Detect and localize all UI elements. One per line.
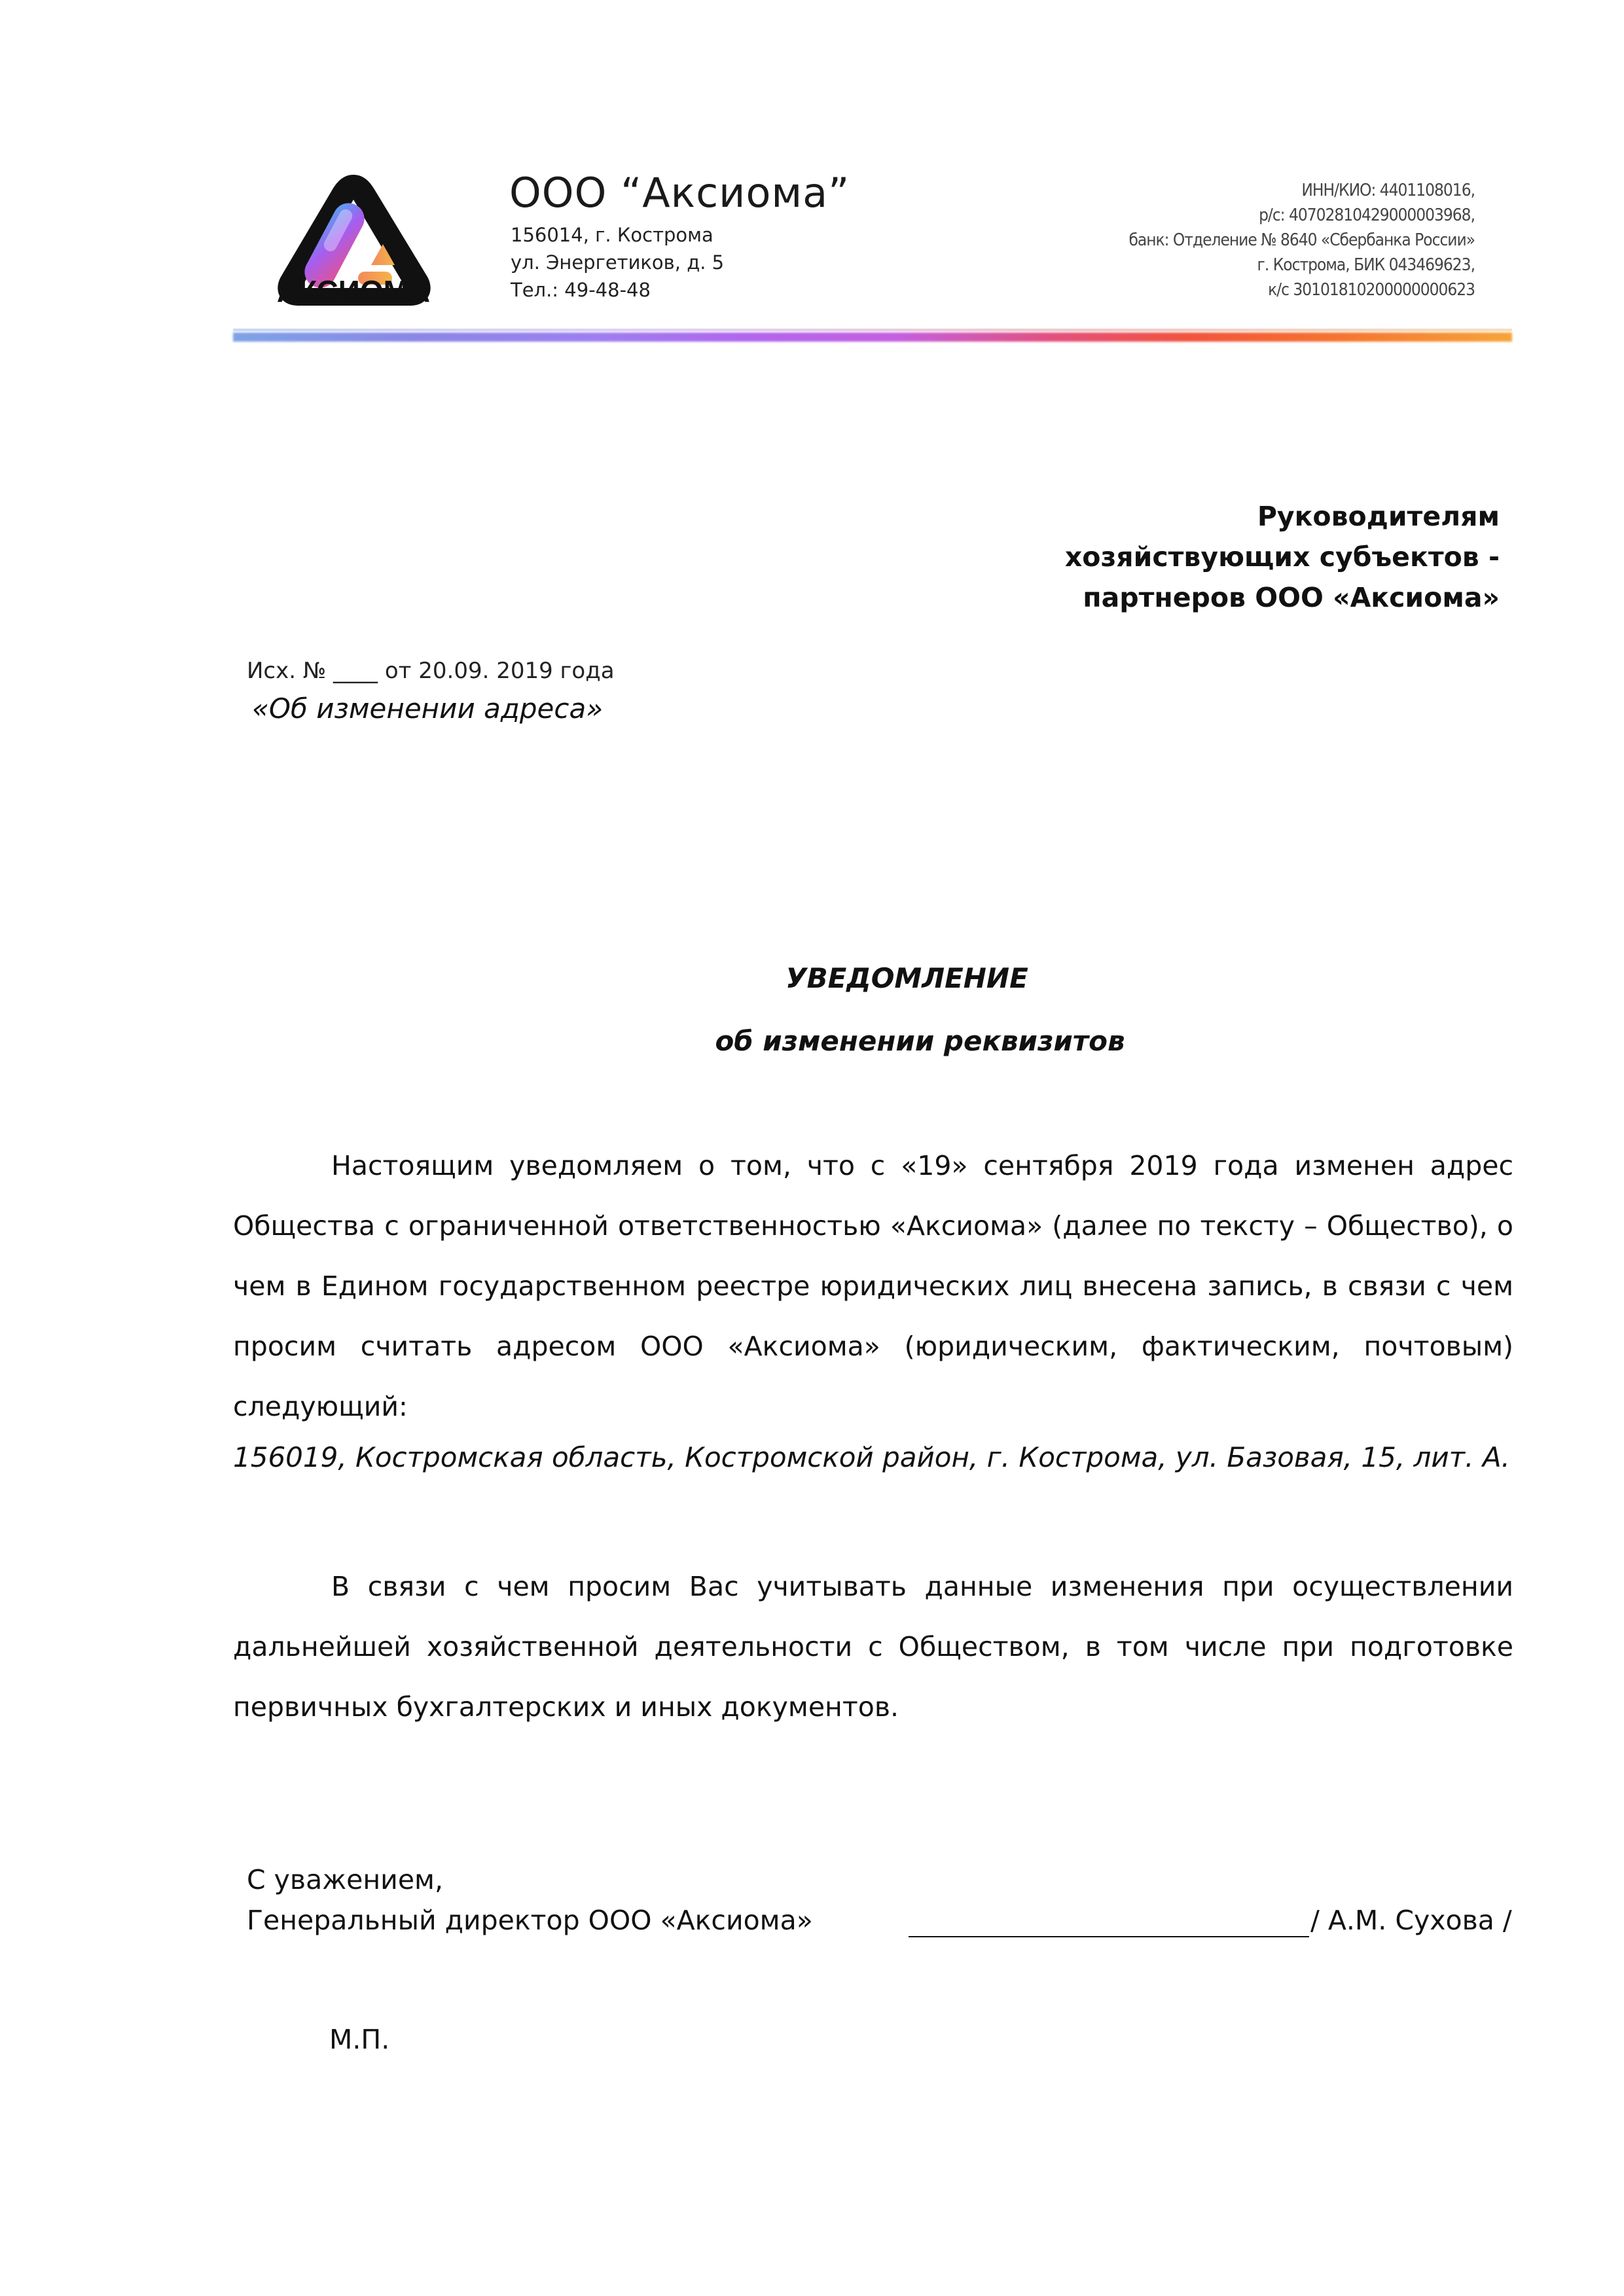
- paragraph-text: Настоящим уведомляем о том, что с «19» сентября 2019 года изменен адрес Общества с ограниченной ответственностью «Аксиома» (далее по тексту – Общество), о чем в Едином государственном реестре юридических лиц внесена запись, в связи с чем просим считать адресом ООО «Аксиома» (юридическим, фактическим, почтовым) следующий:: [233, 1150, 1513, 1422]
- logo-wordmark: АКСИОМА: [276, 274, 431, 308]
- body-paragraph: [233, 1556, 1513, 1737]
- document-title: УВЕДОМЛЕНИЕ: [785, 962, 1028, 994]
- reference-subject: «Об изменении адреса»: [252, 692, 604, 725]
- signature-line: [909, 1936, 1309, 1937]
- bank-detail-line: ИНН/КИО: 4401108016,: [1301, 181, 1475, 200]
- addressee-block: [1065, 496, 1500, 618]
- document-subtitle: об изменении реквизитов: [715, 1025, 1125, 1057]
- closing-regards: С уважением,: [247, 1864, 444, 1895]
- addressee-line: хозяйствующих субъектов -: [1064, 541, 1500, 573]
- header-divider-light: [233, 329, 1512, 331]
- bank-detail-line: р/с: 40702810429000003968,: [1259, 206, 1475, 225]
- addressee-line: Руководителям: [1257, 501, 1500, 532]
- stamp-placeholder: М.П.: [329, 2024, 390, 2055]
- signatory-name: / А.М. Сухова /: [1310, 1905, 1512, 1936]
- bank-detail-line: банк: Отделение № 8640 «Сбербанка России»: [1128, 230, 1475, 250]
- header-divider: [233, 332, 1512, 342]
- company-address-line: ул. Энергетиков, д. 5: [511, 251, 725, 274]
- bank-detail-line: к/с 30101810200000000623: [1268, 280, 1475, 300]
- outgoing-reference: Исх. № ____ от 20.09. 2019 года: [247, 658, 615, 684]
- new-address: 156019, Костромская область, Костромской район, г. Кострома, ул. Базовая, 15, лит. А.: [233, 1441, 1510, 1473]
- company-address-line: 156014, г. Кострома: [511, 224, 713, 246]
- company-phone: Тел.: 49-48-48: [511, 279, 651, 301]
- signatory-position: Генеральный директор ООО «Аксиома»: [247, 1905, 813, 1936]
- addressee-line: партнеров ООО «Аксиома»: [1083, 582, 1500, 613]
- bank-details: [977, 178, 1475, 302]
- paragraph-text: В связи с чем просим Вас учитывать данные изменения при осуществлении дальнейшей хозяйственной деятельности с Обществом, в том числе при подготовке первичных бухгалтерских и иных документов.: [233, 1571, 1513, 1723]
- company-name: ООО “Аксиома”: [509, 169, 850, 217]
- bank-detail-line: г. Кострома, БИК 043469623,: [1257, 255, 1475, 275]
- body-paragraph: [233, 1136, 1513, 1437]
